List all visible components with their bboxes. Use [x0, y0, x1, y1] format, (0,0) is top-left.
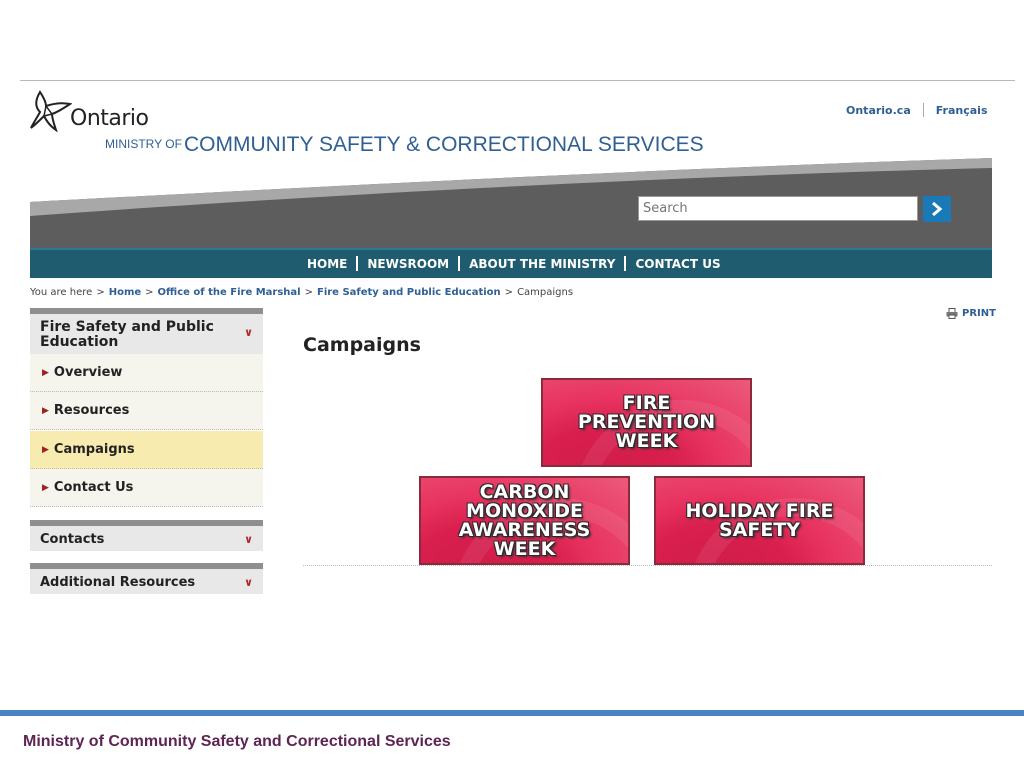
trillium-icon — [30, 90, 72, 132]
sidebar-item-campaigns[interactable] — [30, 431, 263, 469]
campaign-label: CARBON MONOXIDE AWARENESS WEEK — [458, 480, 591, 560]
sidebar-item-overview[interactable] — [30, 354, 263, 392]
ministry-of-label: MINISTRY OF — [105, 137, 182, 151]
content-divider — [303, 565, 992, 566]
campaign-label: FIRE PREVENTION WEEK — [577, 392, 716, 452]
top-links — [846, 103, 988, 117]
nav-separator — [458, 256, 460, 271]
nav-home[interactable]: HOME — [307, 256, 348, 271]
breadcrumb-prefix: You are here — [30, 287, 93, 298]
chevron-down-icon: ∨ — [244, 326, 253, 339]
page-title: Campaigns — [303, 334, 421, 356]
triangle-right-icon: ▶ — [42, 405, 49, 416]
breadcrumb-fire-marshal[interactable]: Office of the Fire Marshal — [157, 287, 301, 298]
nav-about[interactable]: ABOUT THE MINISTRY — [469, 256, 616, 271]
sidebar-section-title: Fire Safety and Public Education — [40, 319, 214, 350]
ministry-name: COMMUNITY SAFETY & CORRECTIONAL SERVICES — [184, 133, 704, 156]
nav-newsroom[interactable]: NEWSROOM — [367, 256, 450, 271]
top-divider — [20, 80, 1015, 81]
sidebar-box-label: Contacts — [40, 532, 105, 547]
printer-icon — [946, 308, 958, 319]
breadcrumb: You are here > Home > Office of the Fire Marshal > Fire Safety and Public Education > Campaigns — [30, 287, 574, 298]
chevron-down-icon: ∨ — [244, 576, 253, 589]
search-input[interactable] — [638, 196, 918, 221]
ontario-ca-link[interactable]: Ontario.ca — [846, 103, 911, 117]
sidebar-item-contact-us[interactable] — [30, 469, 263, 507]
search-button[interactable] — [923, 196, 951, 222]
campaign-carbon-monoxide-week[interactable] — [419, 476, 630, 565]
sidebar-section-header[interactable] — [30, 308, 263, 354]
chevron-right-icon — [929, 201, 945, 217]
footer-text: Ministry of Community Safety and Correctional Services — [23, 733, 451, 750]
francais-link[interactable]: Français — [935, 103, 988, 117]
triangle-right-icon: ▶ — [42, 482, 49, 493]
campaign-fire-prevention-week[interactable] — [541, 378, 752, 467]
campaign-label: HOLIDAY FIRE SAFETY — [685, 499, 834, 541]
sidebar-item-label: Campaigns — [53, 442, 135, 457]
breadcrumb-fire-safety[interactable]: Fire Safety and Public Education — [316, 287, 501, 298]
campaign-holiday-fire-safety[interactable] — [654, 476, 865, 565]
sidebar-item-label: Overview — [53, 365, 123, 380]
sidebar-box-label: Additional Resources — [40, 575, 196, 590]
sidebar-box-additional-resources[interactable] — [30, 563, 263, 594]
breadcrumb-current: Campaigns — [517, 287, 574, 298]
sidebar-box-contacts[interactable] — [30, 520, 263, 551]
nav-contact[interactable]: CONTACT US — [635, 256, 721, 271]
triangle-right-icon: ▶ — [42, 367, 49, 378]
print-label: PRINT — [962, 308, 996, 319]
sidebar-item-label: Contact Us — [53, 480, 134, 495]
nav-separator — [624, 256, 626, 271]
print-link[interactable] — [946, 308, 996, 319]
triangle-right-icon: ▶ — [42, 444, 49, 455]
chevron-down-icon: ∨ — [244, 533, 253, 546]
breadcrumb-home[interactable]: Home — [108, 287, 142, 298]
sidebar-item-label: Resources — [53, 403, 130, 418]
footer-bar — [0, 710, 1024, 716]
sidebar-item-resources[interactable] — [30, 392, 263, 430]
main-nav — [307, 256, 721, 271]
logo-wordmark: Ontario — [70, 106, 149, 131]
link-separator — [923, 103, 924, 117]
nav-separator — [356, 256, 358, 271]
